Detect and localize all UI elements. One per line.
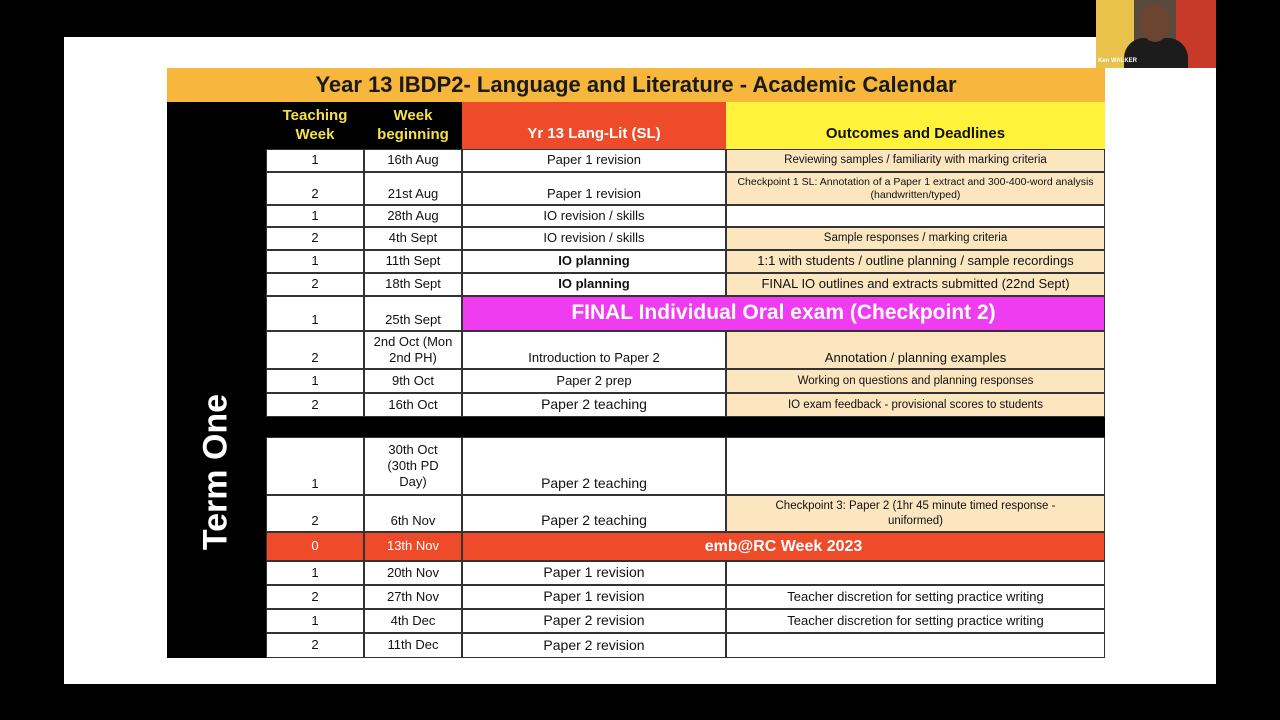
half-term-break [266, 417, 1105, 437]
course-cell: IO revision / skills [462, 227, 726, 250]
week-cell: 1 [266, 437, 364, 495]
term-sidebar [167, 102, 266, 658]
webcam-thumbnail[interactable] [1096, 0, 1216, 68]
outcome-cell: Working on questions and planning responses [726, 369, 1105, 393]
outcome-cell [726, 633, 1105, 658]
outcome-cell: IO exam feedback - provisional scores to students [726, 393, 1105, 417]
outcome-cell: Teacher discretion for setting practice writing [726, 585, 1105, 609]
date-cell: 6th Nov [364, 495, 462, 532]
course-cell: Paper 2 teaching [462, 393, 726, 417]
course-cell: Paper 1 revision [462, 172, 726, 205]
outcome-cell [726, 561, 1105, 585]
date-cell: 9th Oct [364, 369, 462, 393]
course-cell: Paper 2 teaching [462, 437, 726, 495]
header-week-beginning: Week beginning [364, 102, 462, 149]
calendar-title: Year 13 IBDP2- Language and Literature - Academic Calendar [167, 68, 1105, 102]
outcome-cell [726, 437, 1105, 495]
week-cell: 1 [266, 609, 364, 633]
embrc-week-banner: emb@RC Week 2023 [462, 532, 1105, 561]
week-cell: 2 [266, 585, 364, 609]
week-cell: 1 [266, 561, 364, 585]
week-cell: 2 [266, 227, 364, 250]
course-cell: IO planning [462, 250, 726, 273]
course-cell: Paper 2 teaching [462, 495, 726, 532]
week-cell: 0 [266, 532, 364, 561]
header-teaching-week: Teaching Week [266, 102, 364, 149]
date-cell: 27th Nov [364, 585, 462, 609]
date-cell: 11th Dec [364, 633, 462, 658]
course-cell: Paper 1 revision [462, 561, 726, 585]
course-cell: Introduction to Paper 2 [462, 331, 726, 369]
individual-oral-banner: FINAL Individual Oral exam (Checkpoint 2) [462, 296, 1105, 331]
week-cell: 2 [266, 393, 364, 417]
date-cell: 2nd Oct (Mon 2nd PH) [364, 331, 462, 369]
date-cell: 20th Nov [364, 561, 462, 585]
course-cell: Paper 1 revision [462, 149, 726, 172]
week-cell: 1 [266, 296, 364, 331]
date-cell: 25th Sept [364, 296, 462, 331]
presenter-name: Ken WALKER [1098, 58, 1137, 64]
outcome-cell [726, 205, 1105, 227]
date-cell: 4th Sept [364, 227, 462, 250]
course-cell: IO planning [462, 273, 726, 296]
week-cell: 2 [266, 172, 364, 205]
week-cell: 2 [266, 331, 364, 369]
outcome-cell: Reviewing samples / familiarity with marking criteria [726, 149, 1105, 172]
date-cell: 18th Sept [364, 273, 462, 296]
date-cell: 4th Dec [364, 609, 462, 633]
outcome-cell: Teacher discretion for setting practice writing [726, 609, 1105, 633]
week-cell: 1 [266, 205, 364, 227]
course-cell: Paper 2 prep [462, 369, 726, 393]
outcome-cell: Checkpoint 1 SL: Annotation of a Paper 1 extract and 300-400-word analysis (handwritten/typed) [726, 172, 1105, 205]
date-cell: 28th Aug [364, 205, 462, 227]
course-cell: Paper 2 revision [462, 633, 726, 658]
date-cell: 30th Oct (30th PD Day) [364, 437, 462, 495]
week-cell: 1 [266, 369, 364, 393]
date-cell: 16th Oct [364, 393, 462, 417]
outcome-cell: FINAL IO outlines and extracts submitted (22nd Sept) [726, 273, 1105, 296]
date-cell: 13th Nov [364, 532, 462, 561]
date-cell: 11th Sept [364, 250, 462, 273]
header-outcomes: Outcomes and Deadlines [726, 102, 1105, 149]
date-cell: 21st Aug [364, 172, 462, 205]
course-cell: Paper 2 revision [462, 609, 726, 633]
header-course: Yr 13 Lang-Lit (SL) [462, 102, 726, 149]
outcome-cell: Checkpoint 3: Paper 2 (1hr 45 minute timed response - uniformed) [726, 495, 1105, 532]
outcome-cell: Sample responses / marking criteria [726, 227, 1105, 250]
week-cell: 2 [266, 273, 364, 296]
presenter-head [1140, 4, 1170, 42]
week-cell: 1 [266, 149, 364, 172]
date-cell: 16th Aug [364, 149, 462, 172]
academic-calendar [167, 68, 1105, 658]
week-cell: 2 [266, 633, 364, 658]
week-cell: 2 [266, 495, 364, 532]
week-cell: 1 [266, 250, 364, 273]
outcome-cell: Annotation / planning examples [726, 331, 1105, 369]
term-label: Term One [196, 393, 235, 551]
course-cell: IO revision / skills [462, 205, 726, 227]
course-cell: Paper 1 revision [462, 585, 726, 609]
outcome-cell: 1:1 with students / outline planning / sample recordings [726, 250, 1105, 273]
